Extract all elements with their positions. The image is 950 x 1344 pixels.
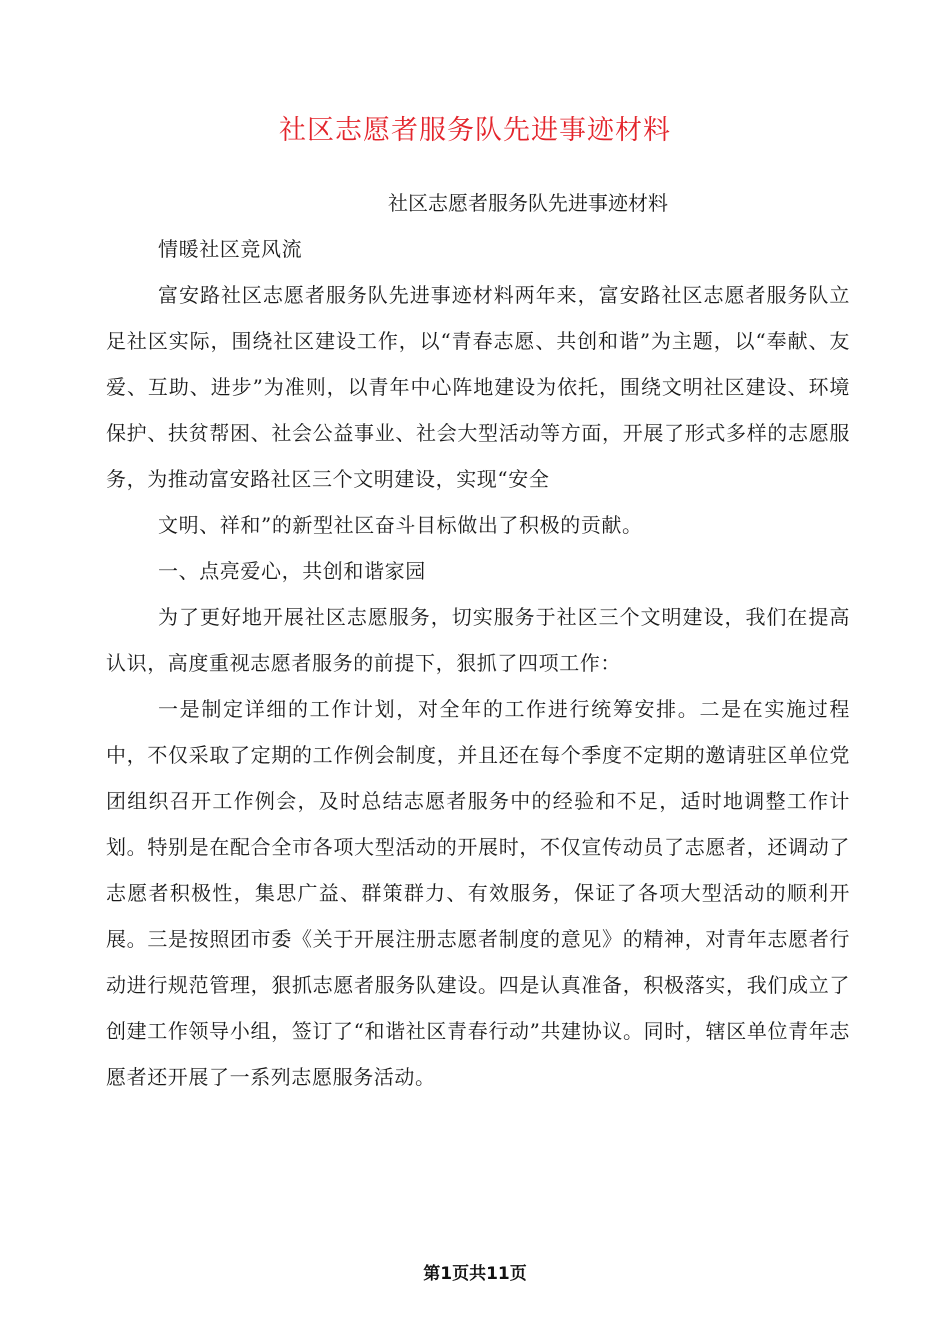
document-subtitle: 社区志愿者服务队先进事迹材料 <box>388 191 668 215</box>
paragraph: 一是制定详细的工作计划，对全年的工作进行统筹安排。二是在实施过程中，不仅采取了定期的工作例会制度，并且还在每个季度不定期的邀请驻区单位党团组织召开工作例会，及时总结志愿者服务中的经验和不足，适时地调整工作计划。特别是在配合全市各项大型活动的开展时，不仅宣传动员了志愿者，还调动了志愿者积极性，集思广益、群策群力、有效服务，保证了各项大型活动的顺利开展。三是按照团市委《关于开展注册志愿者制度的意见》的精神，对青年志愿者行动进行规范管理，狠抓志愿者服务队建设。四是认真准备，积极落实，我们成立了创建工作领导小组，签订了“和谐社区青春行动”共建协议。同时，辖区单位青年志愿者还开展了一系列志愿服务活动。 <box>106 697 850 1089</box>
document-title: 社区志愿者服务队先进事迹材料 <box>279 115 671 146</box>
page-number: 第1页共11页 <box>423 1264 527 1284</box>
paragraph-heading: 情暖社区竞风流 <box>158 237 303 261</box>
document-body <box>106 180 850 1100</box>
paragraph: 为了更好地开展社区志愿服务，切实服务于社区三个文明建设，我们在提高认识，高度重视志愿者服务的前提下，狠抓了四项工作： <box>106 605 850 675</box>
section-heading: 一、点亮爱心，共创和谐家园 <box>158 559 426 583</box>
paragraph: 文明、祥和”的新型社区奋斗目标做出了积极的贡献。 <box>158 513 643 537</box>
paragraph: 富安路社区志愿者服务队先进事迹材料两年来，富安路社区志愿者服务队立足社区实际，围绕社区建设工作，以“青春志愿、共创和谐”为主题，以“奉献、友爱、互助、进步”为准则，以青年中心阵地建设为依托，围绕文明社区建设、环境保护、扶贫帮困、社会公益事业、社会大型活动等方面，开展了形式多样的志愿服务，为推动富安路社区三个文明建设，实现“安全 <box>106 283 850 491</box>
